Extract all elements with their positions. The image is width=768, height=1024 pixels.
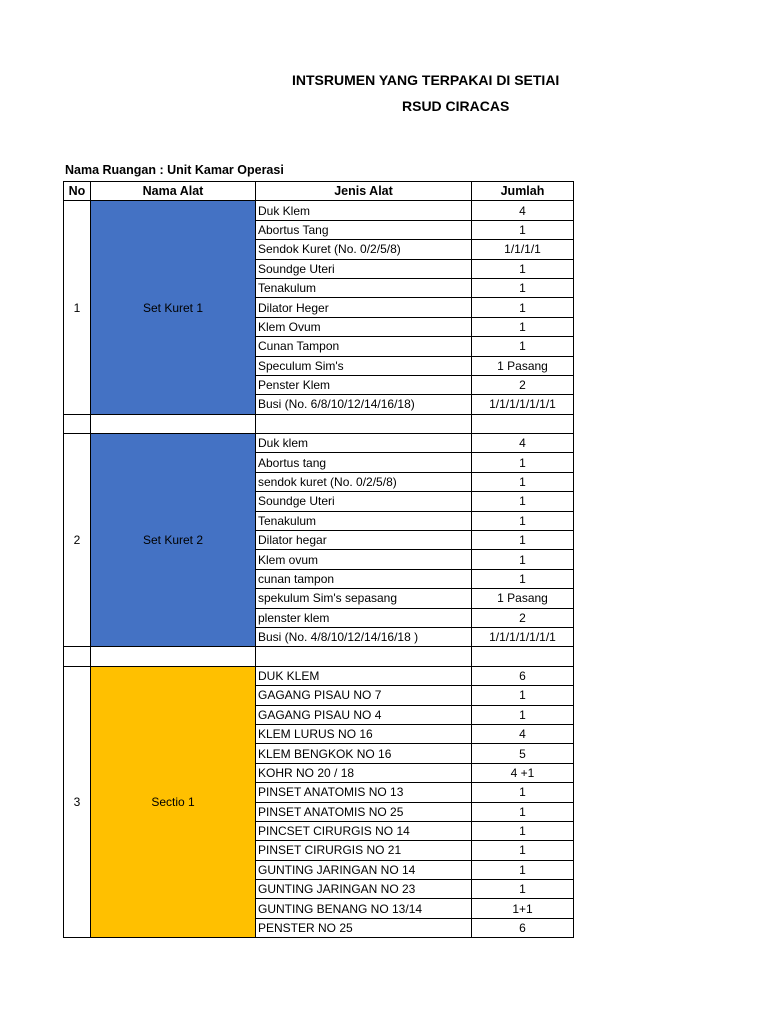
jumlah-cell: 1/1/1/1/1/1/1 <box>472 627 574 646</box>
jumlah-cell: 1 <box>472 531 574 550</box>
spacer-cell <box>472 414 574 433</box>
jumlah-cell: 1 <box>472 783 574 802</box>
jumlah-cell: 1 <box>472 550 574 569</box>
jenis-alat-cell: Klem Ovum <box>256 317 472 336</box>
jenis-alat-cell: Speculum Sim's <box>256 356 472 375</box>
jumlah-cell: 2 <box>472 608 574 627</box>
jumlah-cell: 1 <box>472 841 574 860</box>
document-subtitle: RSUD CIRACAS <box>402 98 510 114</box>
jenis-alat-cell: Abortus Tang <box>256 220 472 239</box>
jumlah-cell: 1 <box>472 298 574 317</box>
group-name: Sectio 1 <box>91 666 256 937</box>
spacer-cell <box>64 647 91 666</box>
room-label: Nama Ruangan : Unit Kamar Operasi <box>65 163 284 177</box>
header-jumlah: Jumlah <box>472 182 574 201</box>
group-name: Set Kuret 2 <box>91 434 256 647</box>
spacer-cell <box>256 647 472 666</box>
jenis-alat-cell: Dilator Heger <box>256 298 472 317</box>
jumlah-cell: 5 <box>472 744 574 763</box>
jumlah-cell: 1/1/1/1 <box>472 240 574 259</box>
jenis-alat-cell: cunan tampon <box>256 569 472 588</box>
jumlah-cell: 1 <box>472 686 574 705</box>
jumlah-cell: 4 +1 <box>472 763 574 782</box>
jenis-alat-cell: GUNTING JARINGAN NO 14 <box>256 860 472 879</box>
page-bottom-margin <box>0 940 768 1024</box>
jenis-alat-cell: Tenakulum <box>256 511 472 530</box>
spacer-row <box>64 414 574 433</box>
jenis-alat-cell: spekulum Sim's sepasang <box>256 589 472 608</box>
header-nama-alat: Nama Alat <box>91 182 256 201</box>
jenis-alat-cell: Soundge Uteri <box>256 492 472 511</box>
table-header-row <box>64 182 574 201</box>
table-row <box>64 434 574 453</box>
jenis-alat-cell: PINSET ANATOMIS NO 25 <box>256 802 472 821</box>
jumlah-cell: 1 <box>472 821 574 840</box>
jumlah-cell: 1 <box>472 337 574 356</box>
jenis-alat-cell: Cunan Tampon <box>256 337 472 356</box>
jumlah-cell: 1 <box>472 492 574 511</box>
group-number: 1 <box>64 201 91 414</box>
jenis-alat-cell: PENSTER NO 25 <box>256 918 472 937</box>
jumlah-cell: 6 <box>472 666 574 685</box>
jumlah-cell: 1 <box>472 802 574 821</box>
jenis-alat-cell: KLEM LURUS NO 16 <box>256 724 472 743</box>
jumlah-cell: 1 <box>472 472 574 491</box>
jenis-alat-cell: GAGANG PISAU NO 7 <box>256 686 472 705</box>
group-number: 2 <box>64 434 91 647</box>
jenis-alat-cell: sendok kuret (No. 0/2/5/8) <box>256 472 472 491</box>
group-name: Set Kuret 1 <box>91 201 256 414</box>
jenis-alat-cell: KOHR NO 20 / 18 <box>256 763 472 782</box>
jenis-alat-cell: Busi (No. 6/8/10/12/14/16/18) <box>256 395 472 414</box>
jumlah-cell: 1 <box>472 278 574 297</box>
instrument-table <box>63 181 574 938</box>
jumlah-cell: 4 <box>472 434 574 453</box>
jumlah-cell: 1 <box>472 220 574 239</box>
spacer-cell <box>91 647 256 666</box>
jenis-alat-cell: Busi (No. 4/8/10/12/14/16/18 ) <box>256 627 472 646</box>
jenis-alat-cell: KLEM BENGKOK NO 16 <box>256 744 472 763</box>
spacer-row <box>64 647 574 666</box>
jenis-alat-cell: Klem ovum <box>256 550 472 569</box>
spacer-cell <box>256 414 472 433</box>
table-body <box>64 201 574 938</box>
jenis-alat-cell: PINSET CIRURGIS NO 21 <box>256 841 472 860</box>
jumlah-cell: 1 <box>472 259 574 278</box>
jumlah-cell: 1 <box>472 880 574 899</box>
jenis-alat-cell: Duk Klem <box>256 201 472 220</box>
jenis-alat-cell: GAGANG PISAU NO 4 <box>256 705 472 724</box>
jenis-alat-cell: PINSET ANATOMIS NO 13 <box>256 783 472 802</box>
jenis-alat-cell: Abortus tang <box>256 453 472 472</box>
document-title: INTSRUMEN YANG TERPAKAI DI SETIAI <box>292 72 560 88</box>
table-row <box>64 666 574 685</box>
jenis-alat-cell: DUK KLEM <box>256 666 472 685</box>
table-row <box>64 201 574 220</box>
jumlah-cell: 1 Pasang <box>472 356 574 375</box>
header-jenis-alat: Jenis Alat <box>256 182 472 201</box>
spacer-cell <box>91 414 256 433</box>
jumlah-cell: 1 <box>472 511 574 530</box>
jumlah-cell: 4 <box>472 724 574 743</box>
jumlah-cell: 1 <box>472 860 574 879</box>
jenis-alat-cell: Soundge Uteri <box>256 259 472 278</box>
jenis-alat-cell: Duk klem <box>256 434 472 453</box>
jumlah-cell: 1 Pasang <box>472 589 574 608</box>
jenis-alat-cell: GUNTING BENANG NO 13/14 <box>256 899 472 918</box>
jenis-alat-cell: GUNTING JARINGAN NO 23 <box>256 880 472 899</box>
jenis-alat-cell: Tenakulum <box>256 278 472 297</box>
jumlah-cell: 6 <box>472 918 574 937</box>
jenis-alat-cell: Sendok Kuret (No. 0/2/5/8) <box>256 240 472 259</box>
group-number: 3 <box>64 666 91 937</box>
jenis-alat-cell: Dilator hegar <box>256 531 472 550</box>
jenis-alat-cell: plenster klem <box>256 608 472 627</box>
jumlah-cell: 1 <box>472 705 574 724</box>
jumlah-cell: 1 <box>472 317 574 336</box>
jenis-alat-cell: PINCSET CIRURGIS NO 14 <box>256 821 472 840</box>
jenis-alat-cell: Penster Klem <box>256 375 472 394</box>
jumlah-cell: 1+1 <box>472 899 574 918</box>
jumlah-cell: 2 <box>472 375 574 394</box>
jumlah-cell: 4 <box>472 201 574 220</box>
header-no: No <box>64 182 91 201</box>
spacer-cell <box>64 414 91 433</box>
jumlah-cell: 1/1/1/1/1/1/1 <box>472 395 574 414</box>
jumlah-cell: 1 <box>472 569 574 588</box>
jumlah-cell: 1 <box>472 453 574 472</box>
spacer-cell <box>472 647 574 666</box>
